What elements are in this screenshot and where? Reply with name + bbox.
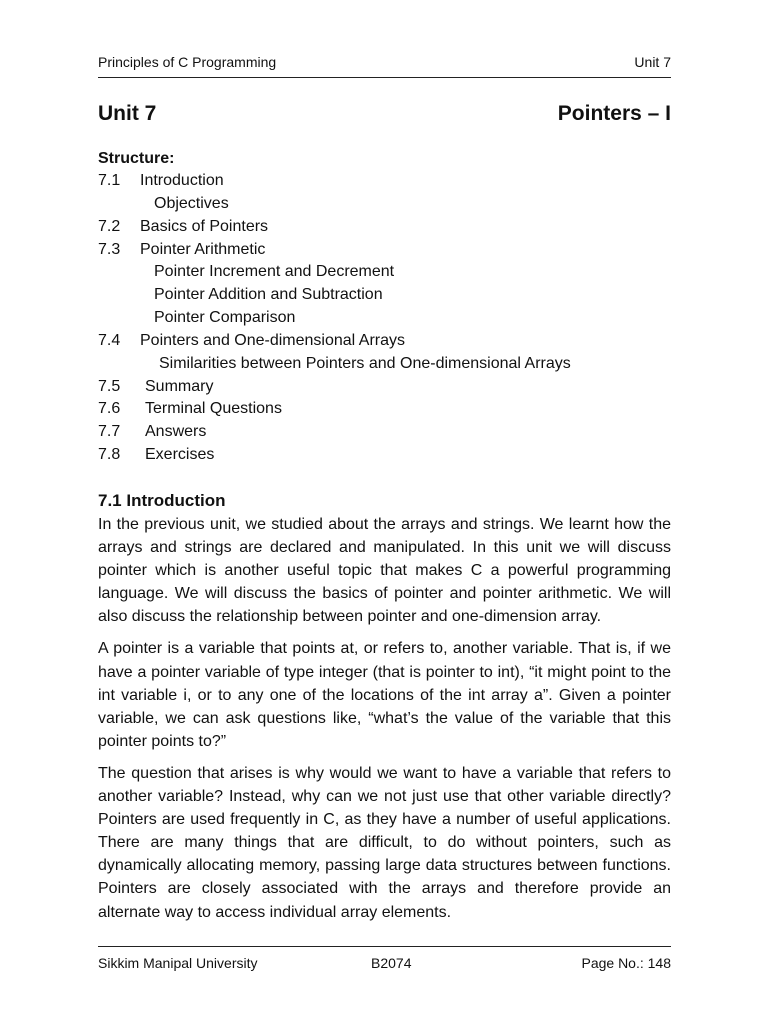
toc-item: [98, 216, 671, 239]
toc-number: 7.3: [98, 240, 121, 258]
footer-page-number: Page No.: 148: [581, 955, 671, 971]
header-rule: [98, 77, 671, 78]
toc-label: Terminal Questions: [145, 400, 282, 418]
footer-rule: [98, 946, 671, 947]
toc-label: Objectives: [154, 194, 229, 212]
toc-label: Pointer Arithmetic: [140, 240, 266, 258]
toc-label: Summary: [145, 377, 214, 395]
toc-label: Similarities between Pointers and One-dimensional Arrays: [159, 354, 571, 372]
toc-item: [98, 330, 671, 353]
unit-topic: Pointers – I: [557, 102, 671, 125]
toc-number: 7.7: [98, 423, 121, 441]
header-unit: Unit 7: [634, 54, 671, 70]
toc-label: Pointer Comparison: [154, 309, 296, 327]
toc-number: 7.5: [98, 377, 121, 395]
toc-item: [98, 398, 671, 421]
toc-number: 7.4: [98, 331, 121, 349]
toc-subitem: [98, 261, 671, 284]
toc-subitem: [98, 353, 671, 376]
toc-label: Exercises: [145, 446, 215, 464]
toc-subitem: [98, 193, 671, 216]
toc-item: [98, 239, 671, 262]
toc-label: Pointer Increment and Decrement: [154, 263, 395, 281]
toc-label: Answers: [145, 423, 207, 441]
toc-number: 7.2: [98, 217, 121, 235]
unit-number: Unit 7: [98, 102, 157, 125]
paragraph: In the previous unit, we studied about the arrays and strings. We learnt how the arrays and strings are declared and manipulated. In this unit we will discuss pointer which is another useful topic that makes C a powerful programming language. We will discuss the basics of pointer and pointer arithmetic. We will also discuss the relationship between pointer and one-dimension array.: [98, 516, 671, 626]
footer-code: B2074: [371, 955, 412, 971]
toc-label: Basics of Pointers: [140, 217, 269, 235]
toc-label: Introduction: [140, 172, 224, 189]
footer-university: Sikkim Manipal University: [98, 955, 258, 971]
page-footer: [98, 954, 671, 972]
paragraph: A pointer is a variable that points at, or refers to, another variable. That is, if we have a pointer variable of type integer (that is pointer to int), “it might point to the int variable i, or to any one of the locations of the int array a”. Given a pointer variable, we can ask questions like, “what’s the value of the variable that this pointer points to?”: [98, 640, 671, 750]
toc-label: Pointer Addition and Subtraction: [154, 286, 383, 304]
toc-subitem: [98, 307, 671, 330]
toc-number: 7.8: [98, 446, 121, 464]
toc-subitem: [98, 284, 671, 307]
section-heading: 7.1 Introduction: [98, 491, 226, 510]
toc-number: 7.6: [98, 400, 121, 418]
document-page: [98, 0, 671, 1024]
toc-item: [98, 444, 671, 467]
header-book-title: Principles of C Programming: [98, 54, 277, 70]
structure-toc: [98, 148, 671, 467]
toc-item: [98, 170, 671, 193]
unit-title-row: [98, 101, 671, 127]
toc-item: [98, 421, 671, 444]
toc-number: 7.1: [98, 172, 121, 189]
structure-heading: Structure:: [98, 150, 175, 167]
paragraph: The question that arises is why would we want to have a variable that refers to another variable? Instead, why can we not just use that other variable directly? Pointers are used frequently in C, as they have a number of useful applications. There are many things that are difficult, to do without pointers, such as dynamically allocating memory, passing large data structures between functions. Pointers are closely associated with the arrays and therefore provide an alternate way to access individual array elements.: [98, 764, 671, 921]
toc-label: Pointers and One-dimensional Arrays: [140, 331, 406, 349]
running-header: [98, 53, 671, 71]
toc-item: [98, 376, 671, 399]
introduction-section: [98, 489, 671, 924]
